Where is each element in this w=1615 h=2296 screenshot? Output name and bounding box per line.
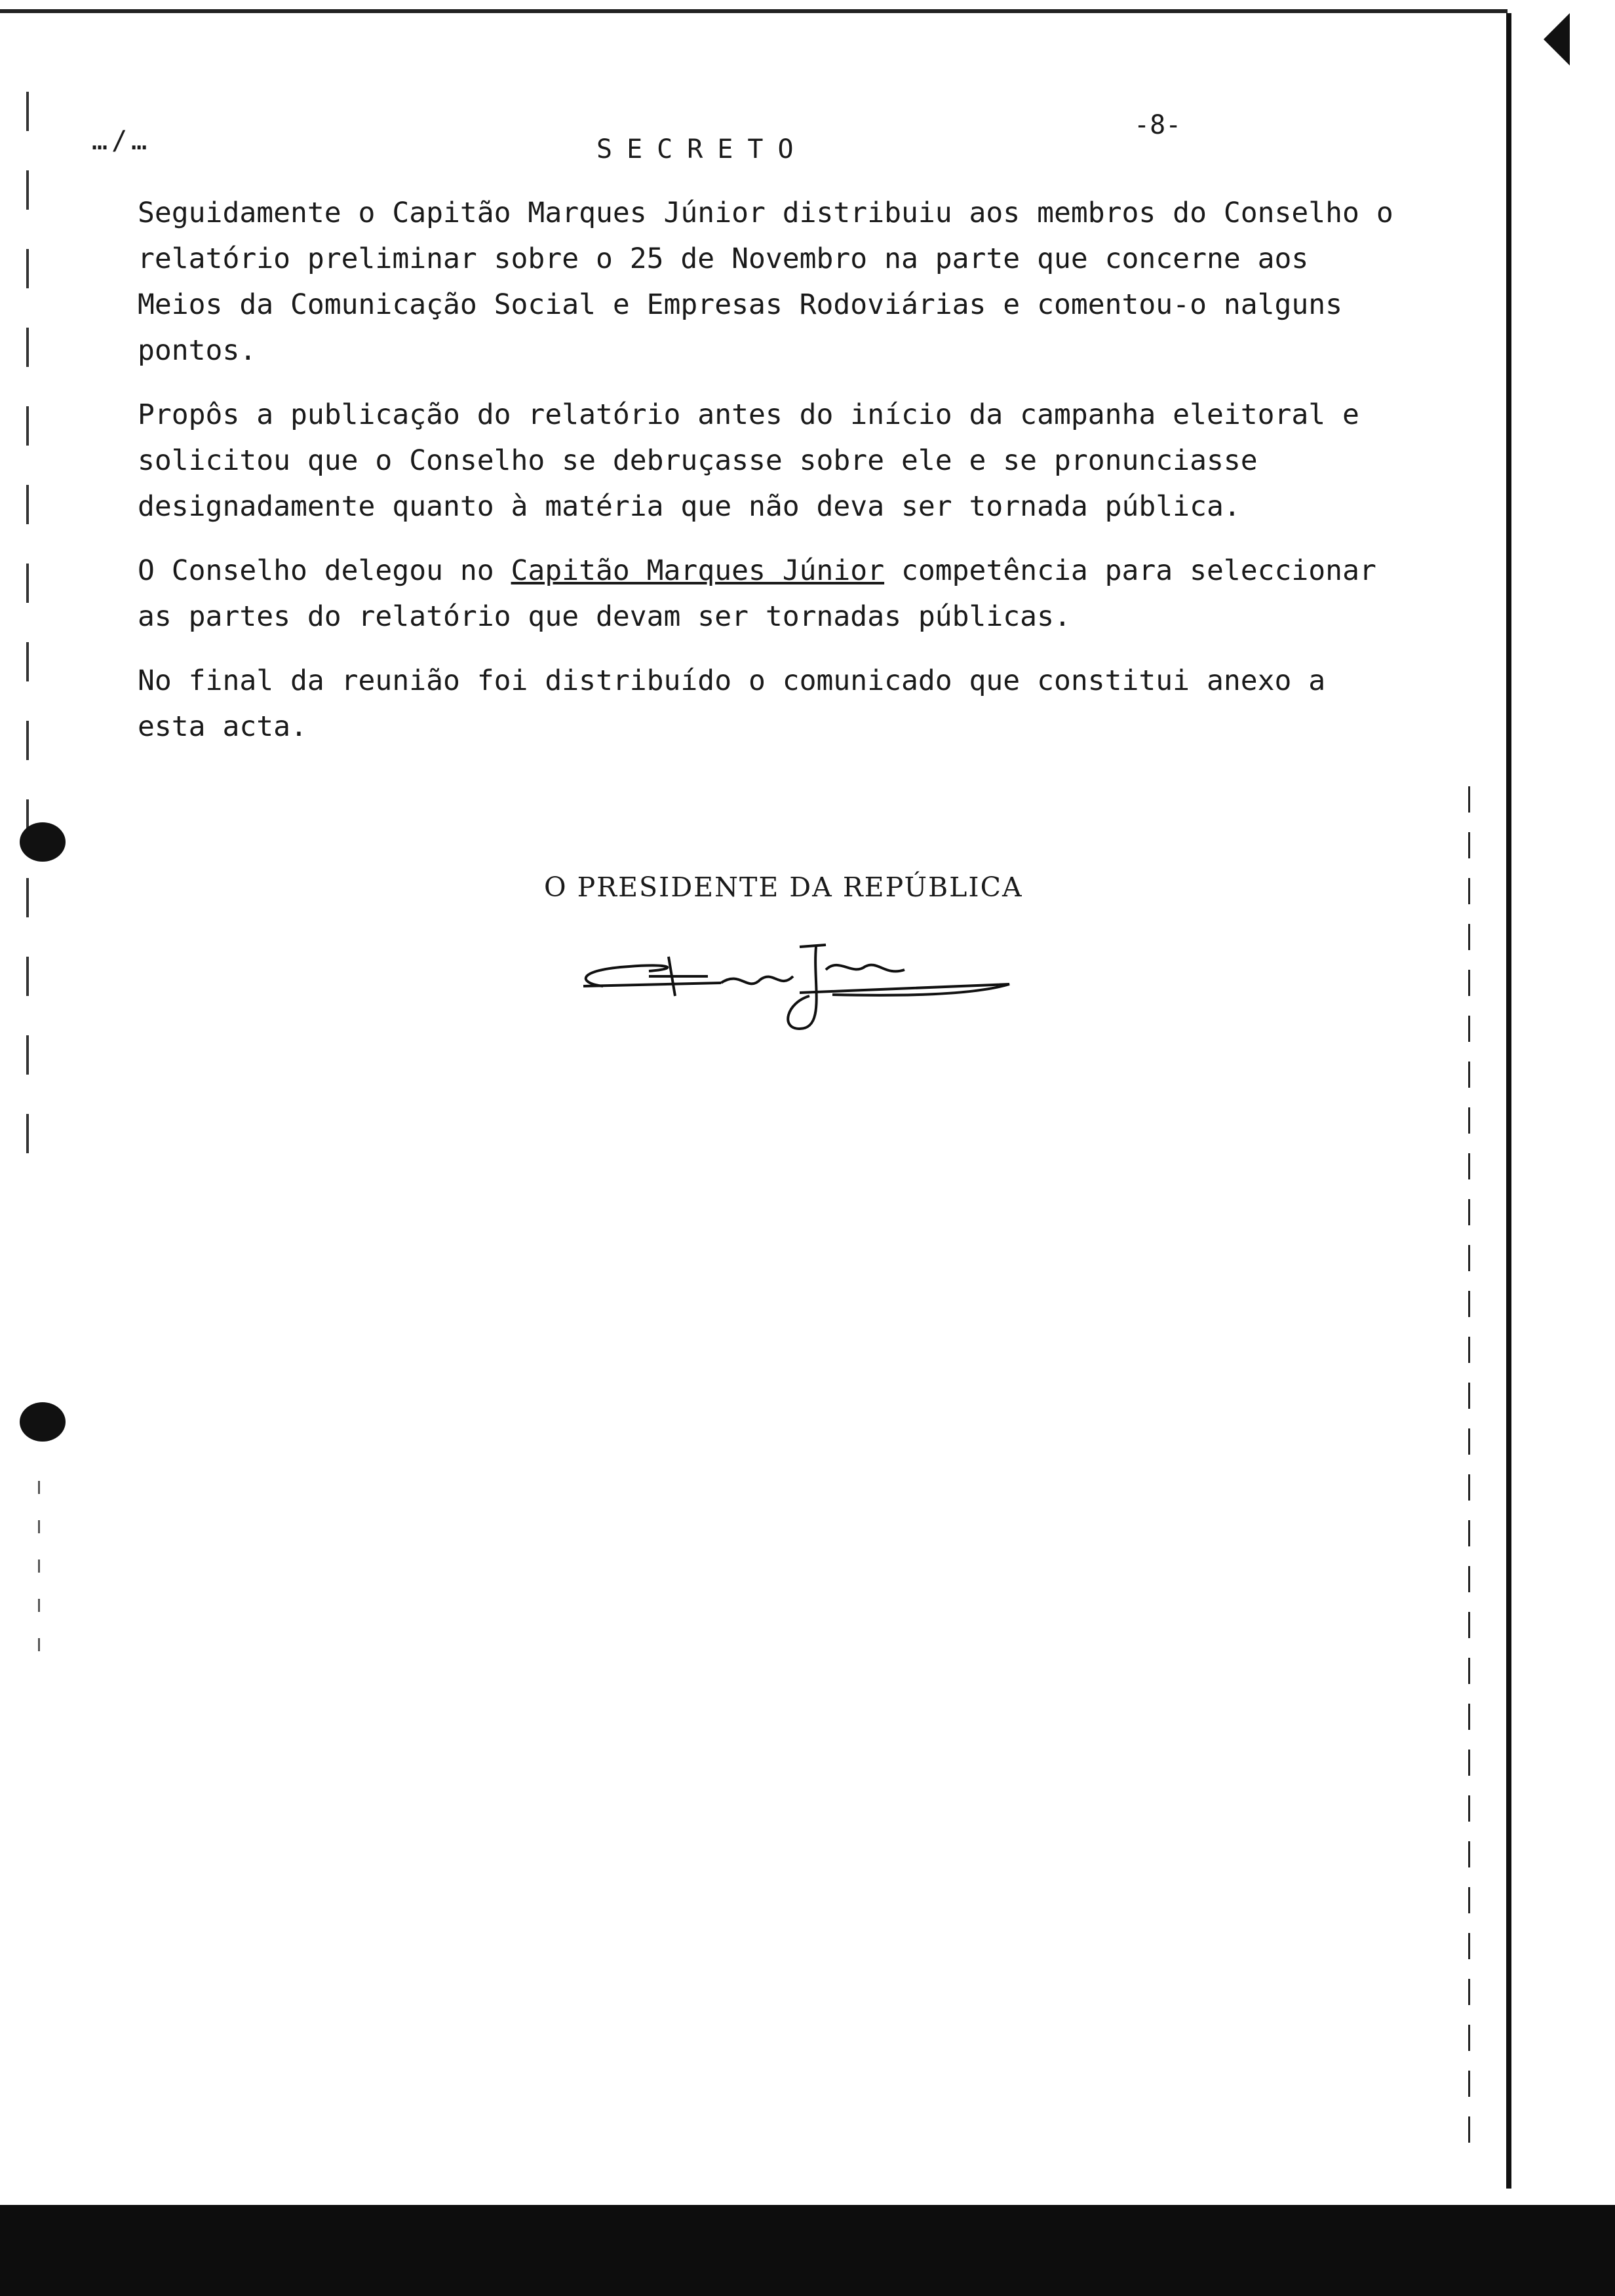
punch-hole-top [20,822,66,862]
signatory-title: O PRESIDENTE DA REPÚBLICA [544,871,1023,903]
punch-hole-bottom [20,1402,66,1442]
delegation-text-start: O Conselho delegou no [138,554,511,587]
scan-bottom-band [0,2205,1615,2296]
scan-left-marks-lower [38,1481,40,1677]
page-number: -8- [1134,110,1182,140]
scan-left-marks [26,92,29,1173]
paragraph-communique: No final da reunião foi distribuído o comunicado que constitui anexo a esta acta. [138,664,1326,743]
continuation-mark: …/… [92,126,151,156]
document-body [138,190,1396,768]
scan-top-edge [0,0,1508,13]
handwritten-signature [551,930,1022,1042]
scan-right-border-thin [1468,786,1470,2162]
paragraph-publication-proposal: Propôs a publicação do relatório antes do início da campanha eleitoral e solicitou que o Conselho se debruçasse sobre ele e se pronunciasse designadamente quanto à matéria que não deva ser tornada pública. [138,398,1359,523]
scan-corner-mark [1544,13,1570,66]
paragraph-distribution: Seguidamente o Capitão Marques Júnior distribuiu aos membros do Conselho o relatório preliminar sobre o 25 de Novembro na parte que concerne aos Meios da Comunicação Social e Empresas Rodoviárias e comentou-o nalguns pontos. [138,197,1393,367]
paragraph-delegation [138,548,1396,640]
classification-label: SECRETO [596,134,808,164]
delegate-name: Capitão Marques Júnior [511,554,885,587]
delegation-text-end: competência para seleccionar as partes do relatório que devam ser tornadas públicas. [138,554,1376,633]
scan-right-border [1506,13,1511,2189]
